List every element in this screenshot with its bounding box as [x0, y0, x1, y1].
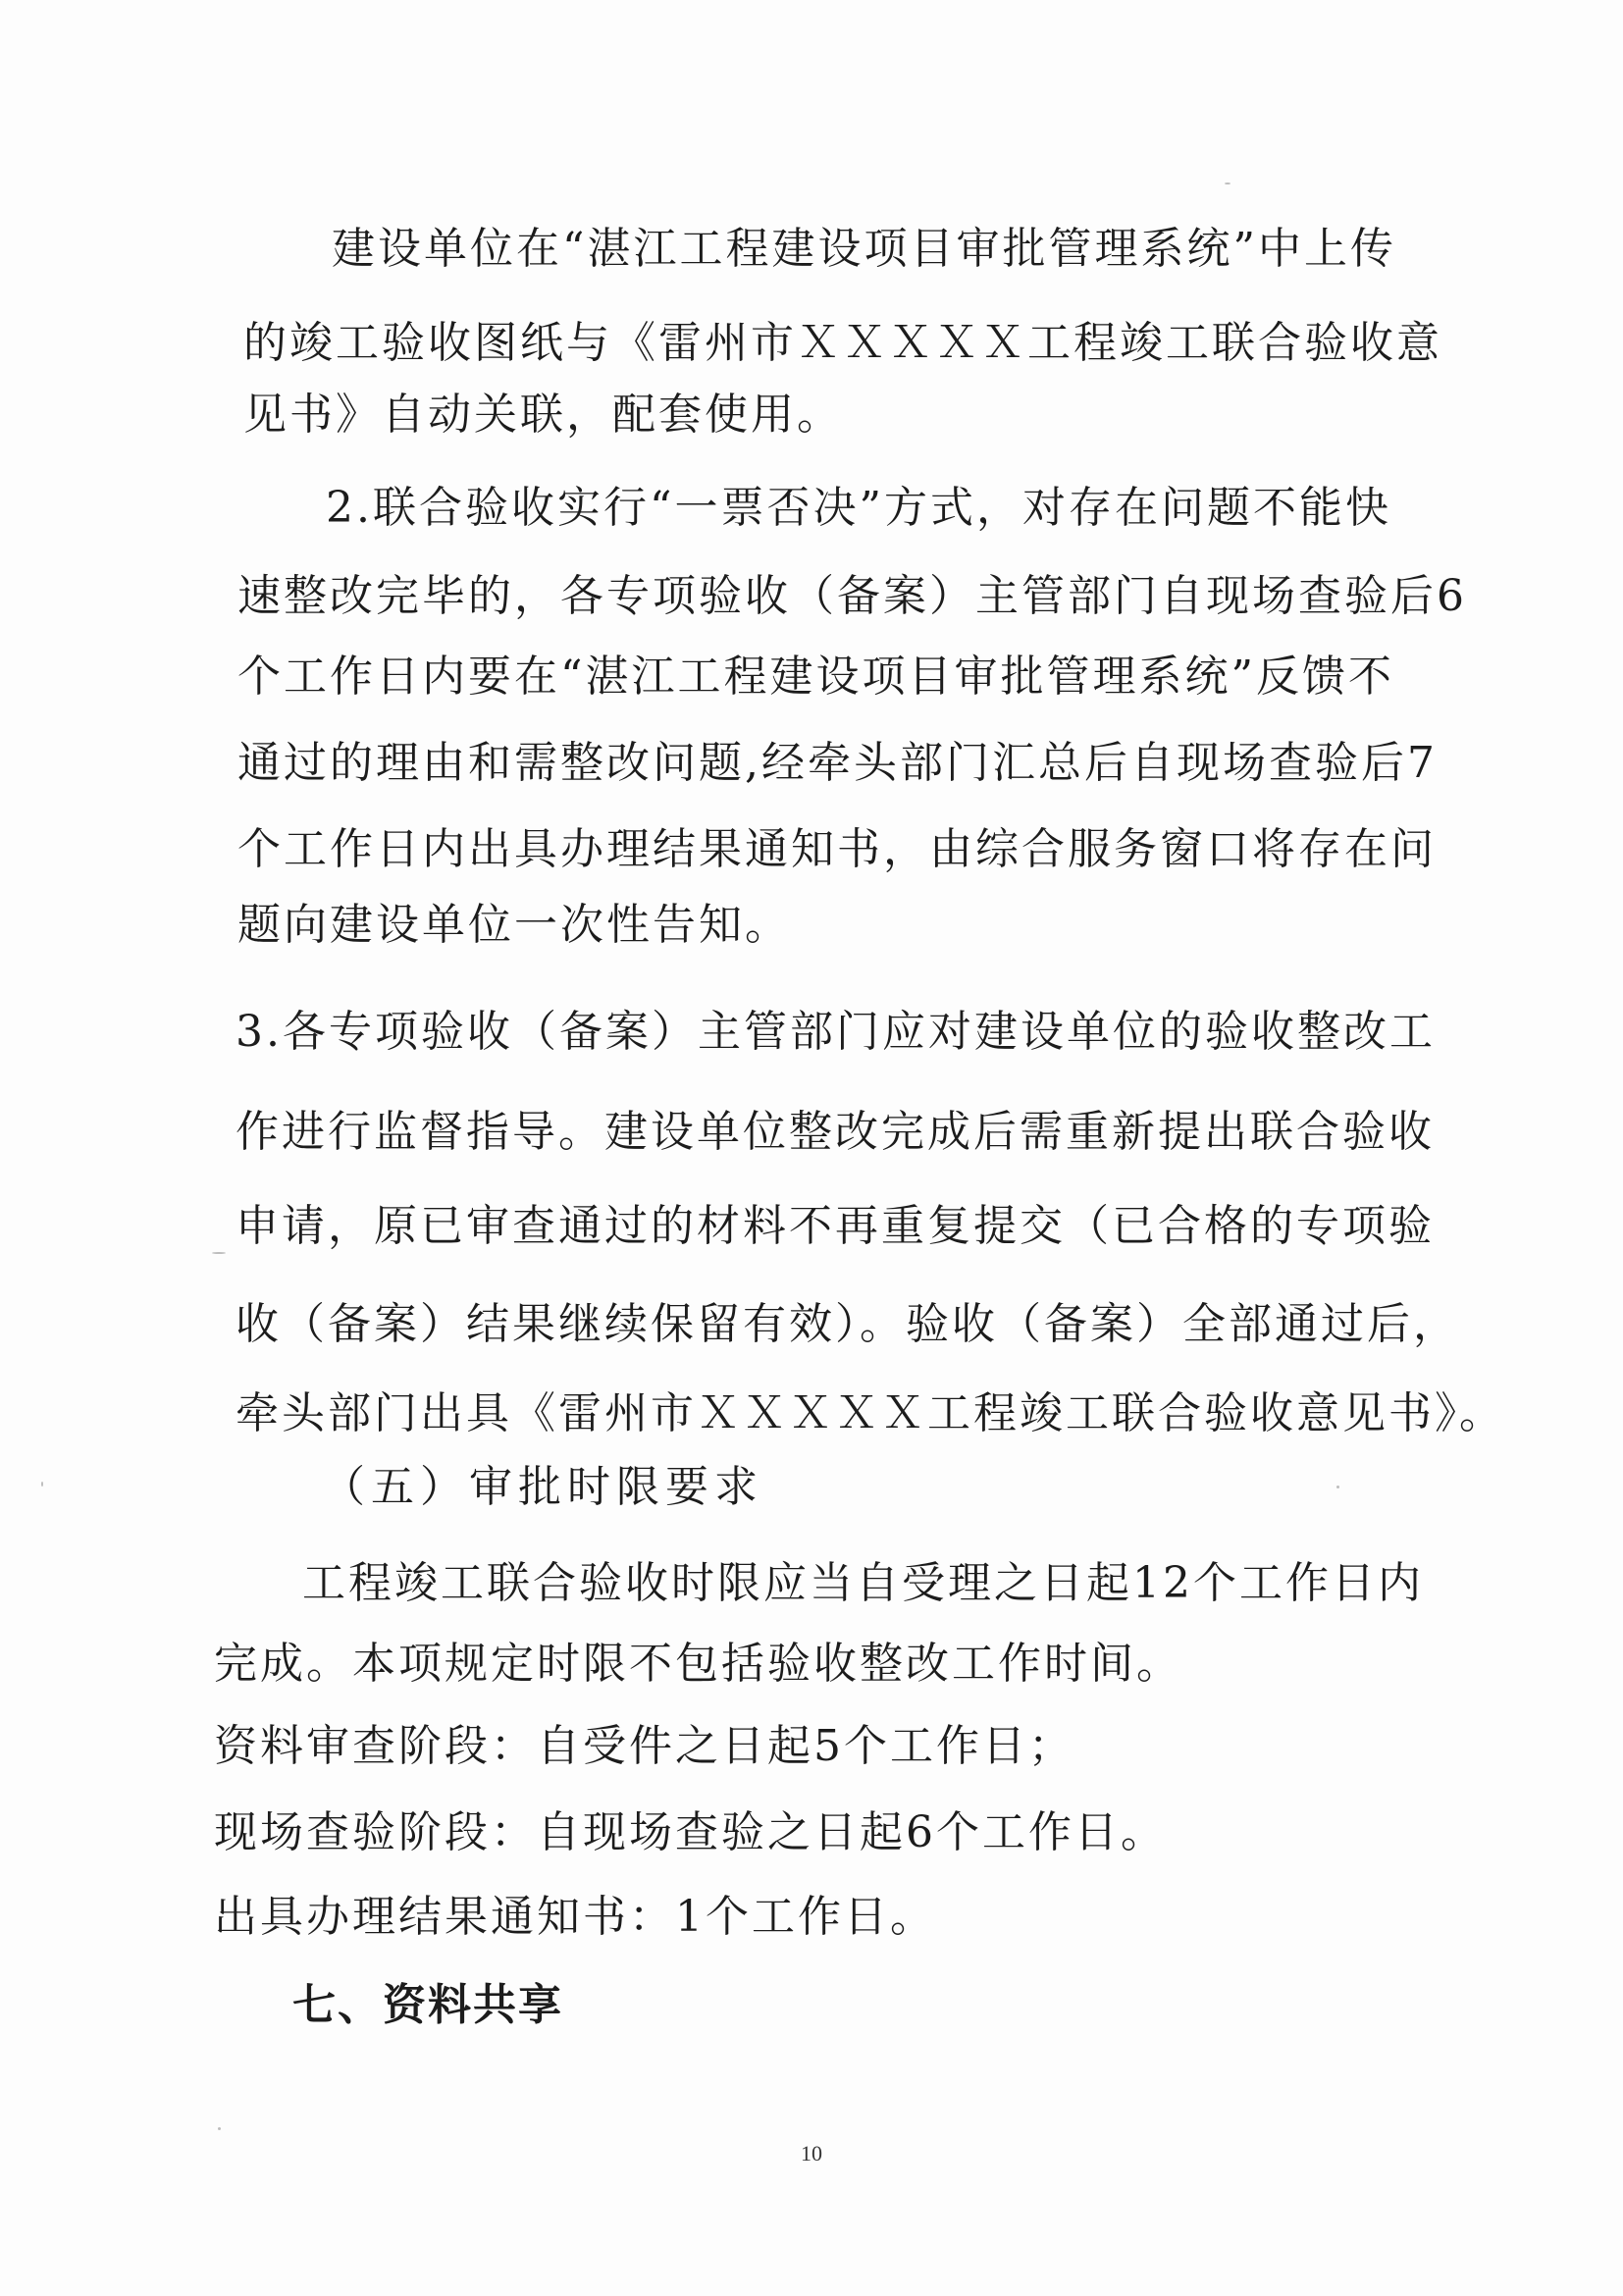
paragraph-line: 速整改完毕的，各专项验收（备案）主管部门自现场查验后6 [237, 571, 1467, 621]
paragraph-line: 2.联合验收实行“一票否决”方式，对存在问题不能快 [326, 483, 1391, 533]
paragraph-line: 的竣工验收图纸与《雷州市ＸＸＸＸＸ工程竣工联合验收意 [243, 318, 1442, 368]
section-subheading: （五）审批时限要求 [322, 1462, 763, 1512]
scan-speck [1336, 1486, 1339, 1488]
section-heading: 七、资料共享 [292, 1980, 563, 2030]
paragraph-line: 题向建设单位一次性告知。 [237, 900, 791, 950]
paragraph-line: 个工作日内要在“湛江工程建设项目审批管理系统”反馈不 [237, 652, 1394, 702]
paragraph-line: 通过的理由和需整改问题,经牵头部门汇总后自现场查验后7 [237, 738, 1438, 788]
paragraph-line: 建设单位在“湛江工程建设项目审批管理系统”中上传 [332, 224, 1396, 274]
page-number: 10 [801, 2141, 822, 2166]
paragraph-line: 完成。本项规定时限不包括验收整改工作时间。 [214, 1639, 1182, 1689]
paragraph-line: 3.各专项验收（备案）主管部门应对建设单位的验收整改工 [236, 1007, 1436, 1057]
scan-speck [1225, 183, 1230, 184]
scan-speck [41, 1482, 43, 1487]
paragraph-line: 出具办理结果通知书：1个工作日。 [214, 1892, 936, 1942]
paragraph-line: 牵头部门出具《雷州市ＸＸＸＸＸ工程竣工联合验收意见书》。 [236, 1388, 1505, 1438]
paragraph-line: 现场查验阶段：自现场查验之日起6个工作日。 [214, 1807, 1167, 1857]
paragraph-line: 收（备案）结果继续保留有效）。验收（备案）全部通过后， [236, 1299, 1459, 1349]
paragraph-line: 工程竣工联合验收时限应当自受理之日起12个工作日内 [302, 1558, 1424, 1608]
scan-speck [218, 2127, 221, 2130]
paragraph-line: 个工作日内出具办理结果通知书，由综合服务窗口将存在问 [237, 824, 1437, 874]
paragraph-line: 见书》自动关联，配套使用。 [243, 390, 843, 440]
paragraph-line: 作进行监督指导。建设单位整改完成后需重新提出联合验收 [236, 1107, 1435, 1157]
scan-speck [212, 1252, 226, 1254]
paragraph-line: 申请，原已审查通过的材料不再重复提交（已合格的专项验 [236, 1201, 1435, 1251]
paragraph-line: 资料审查阶段：自受件之日起5个工作日； [214, 1721, 1074, 1771]
